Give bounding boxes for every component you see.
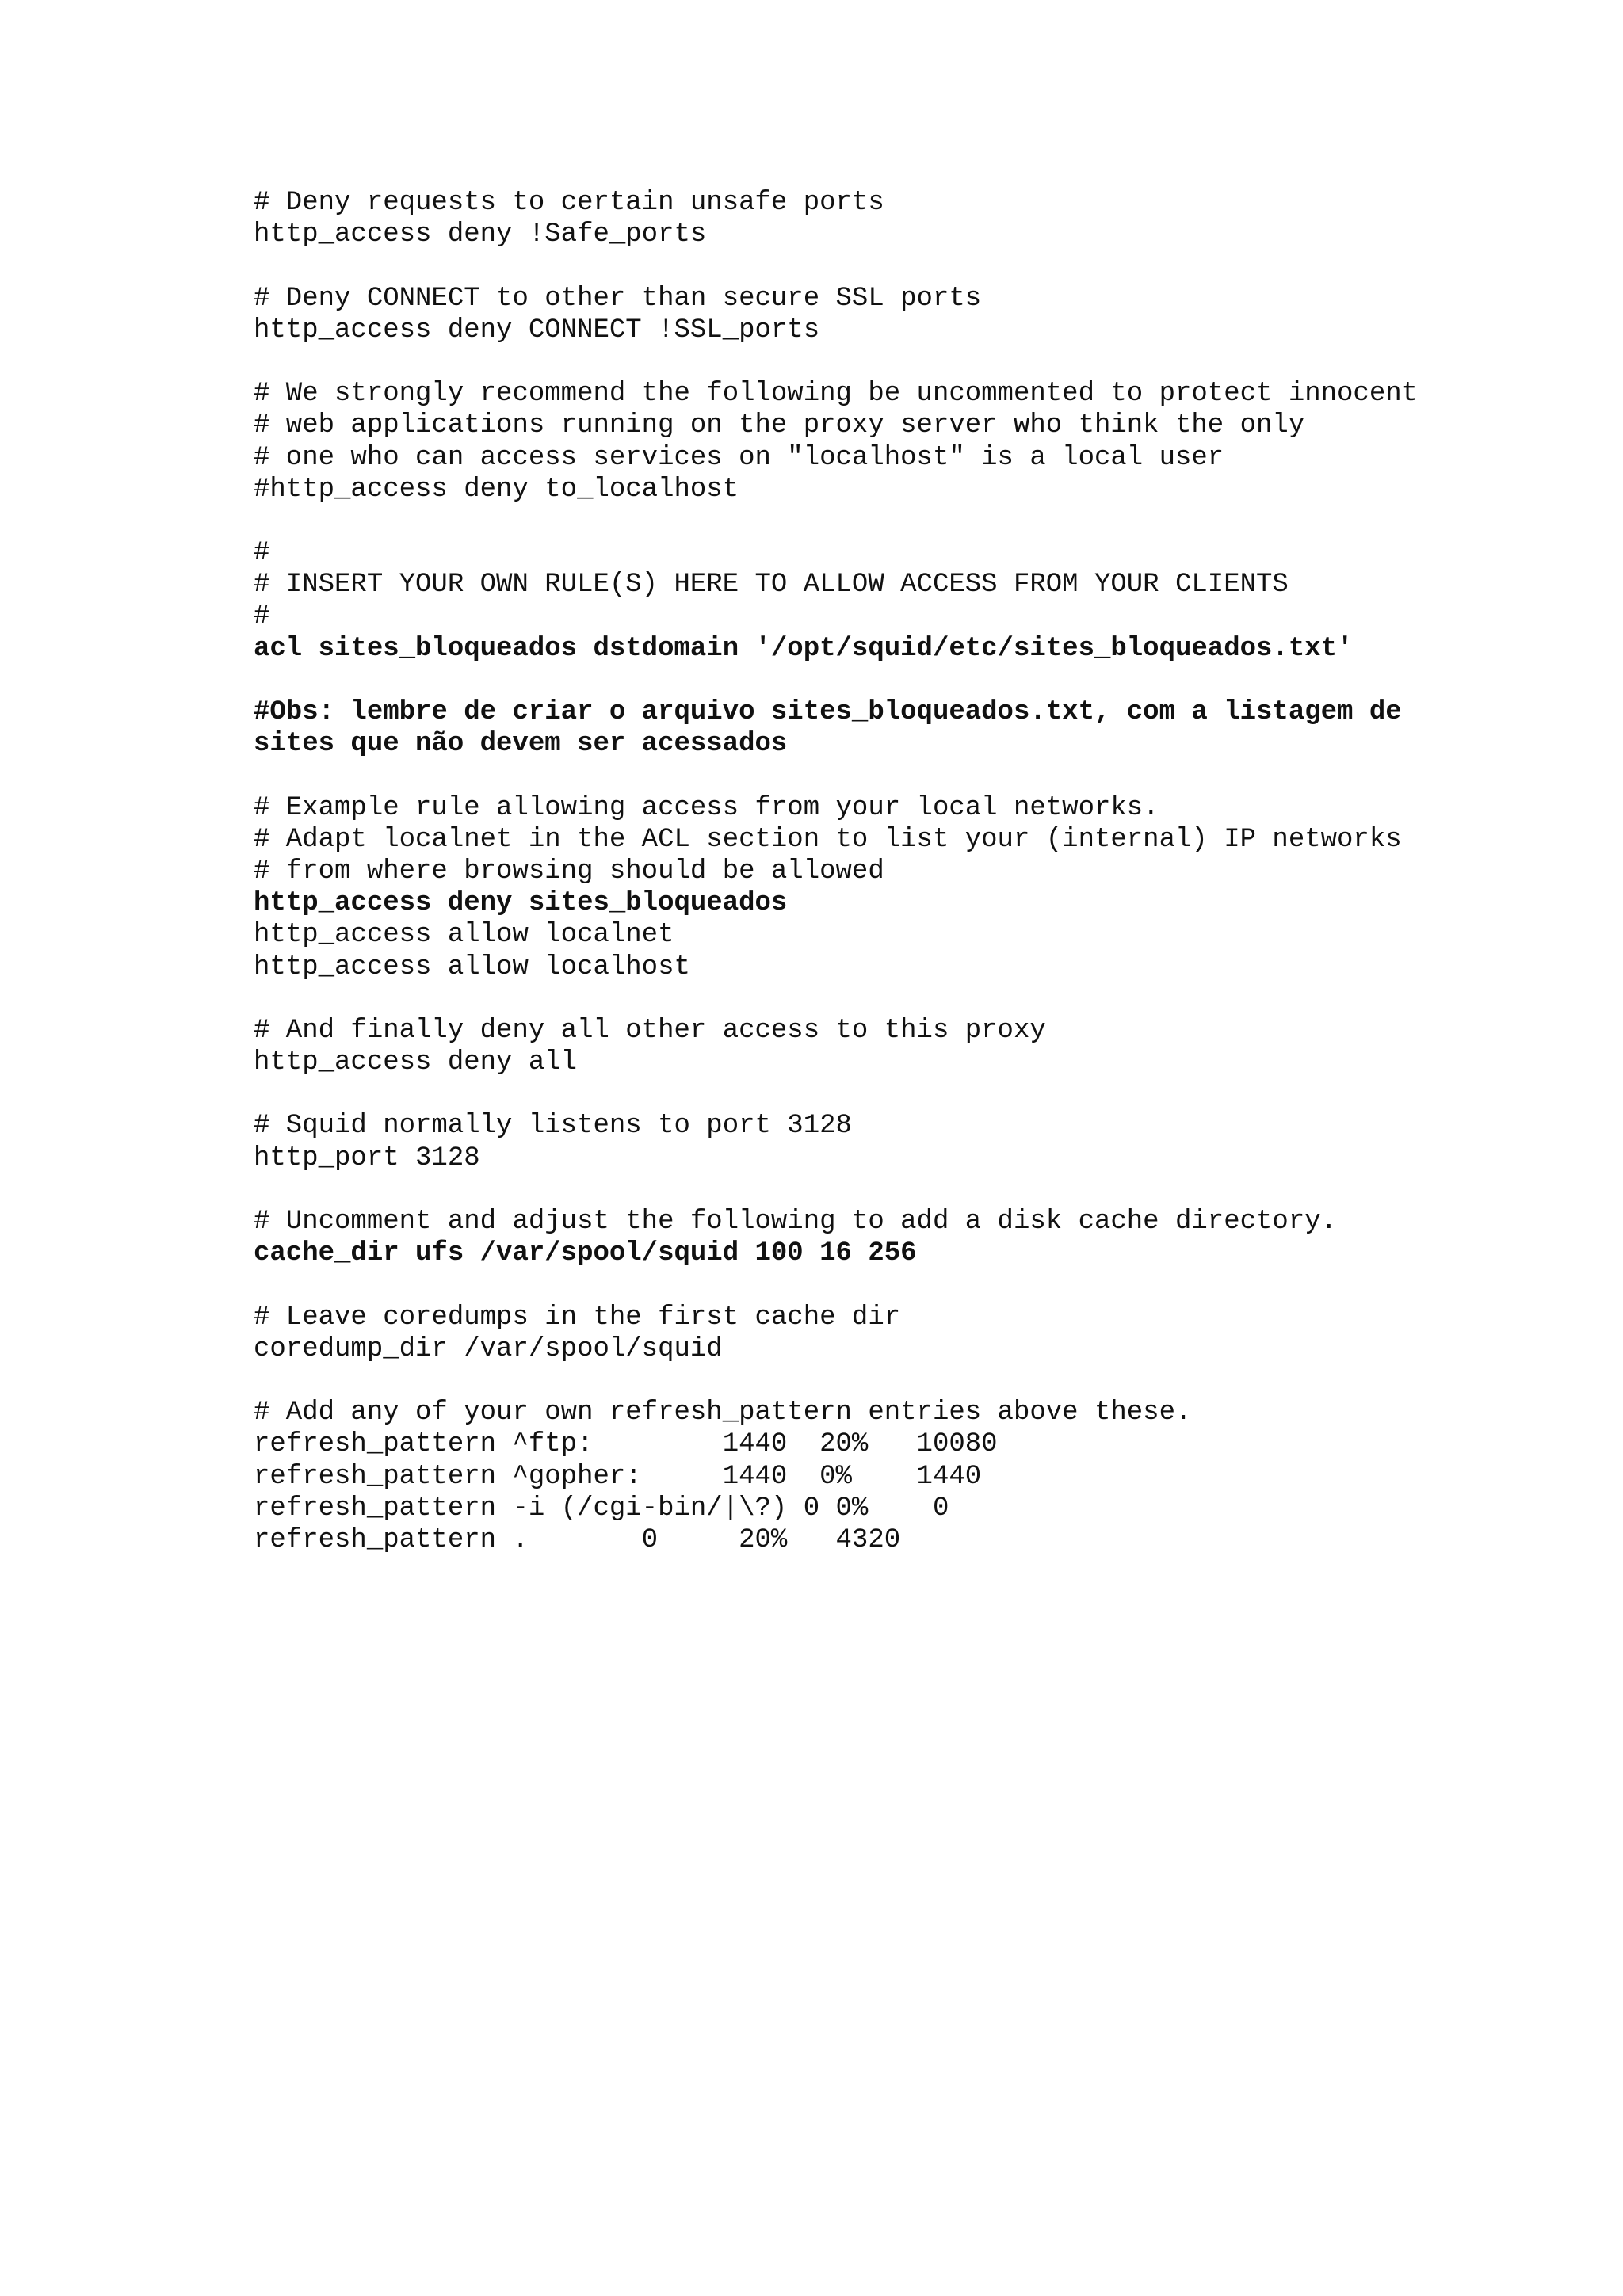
config-line: cache_dir ufs /var/spool/squid 100 16 256 (254, 1238, 917, 1269)
comment-line: #http_access deny to_localhost (254, 474, 739, 505)
comment-line: # from where browsing should be allowed (254, 856, 884, 887)
comment-line: # (254, 601, 270, 632)
blank-line (254, 1365, 1553, 1397)
config-line: http_access allow localhost (254, 952, 690, 982)
config-line: http_access deny CONNECT !SSL_ports (254, 315, 820, 345)
config-line: coredump_dir /var/spool/squid (254, 1333, 723, 1364)
config-line: refresh_pattern . 0 20% 4320 (254, 1524, 901, 1555)
config-line: refresh_pattern ^ftp: 1440 20% 10080 (254, 1429, 998, 1460)
comment-line: # one who can access services on "localhost" is a local user (254, 442, 1224, 473)
comment-line: # Leave coredumps in the first cache dir (254, 1302, 901, 1333)
blank-line (254, 505, 1553, 537)
config-line: acl sites_bloqueados dstdomain '/opt/squid/etc/sites_bloqueados.txt' (254, 633, 1354, 664)
blank-line (254, 250, 1553, 282)
comment-line: # Adapt localnet in the ACL section to list your (internal) IP networks (254, 824, 1402, 855)
config-line: sites que não devem ser acessados (254, 729, 788, 760)
blank-line (254, 1078, 1553, 1110)
config-line: refresh_pattern -i (/cgi-bin/|\?) 0 0% 0 (254, 1493, 949, 1524)
squid-config-text (254, 187, 1553, 1556)
comment-line: # Deny requests to certain unsafe ports (254, 188, 884, 218)
blank-line (254, 1174, 1553, 1206)
comment-line: # web applications running on the proxy server who think the only (254, 410, 1305, 441)
blank-line (254, 665, 1553, 696)
config-line: refresh_pattern ^gopher: 1440 0% 1440 (254, 1461, 982, 1492)
config-line: http_access allow localnet (254, 920, 674, 951)
comment-line: # And finally deny all other access to this proxy (254, 1015, 1046, 1046)
config-line: http_access deny !Safe_ports (254, 219, 707, 250)
config-line: http_port 3128 (254, 1142, 480, 1173)
blank-line (254, 760, 1553, 791)
comment-line: # INSERT YOUR OWN RULE(S) HERE TO ALLOW ACCESS FROM YOUR CLIENTS (254, 570, 1289, 601)
comment-line: # Add any of your own refresh_pattern entries above these. (254, 1398, 1192, 1428)
config-line: http_access deny sites_bloqueados (254, 888, 788, 919)
comment-line: # Uncomment and adjust the following to add a disk cache directory. (254, 1207, 1338, 1237)
comment-line: #Obs: lembre de criar o arquivo sites_bloqueados.txt, com a listagem de (254, 697, 1402, 727)
comment-line: # (254, 538, 270, 569)
comment-line: # Deny CONNECT to other than secure SSL ports (254, 283, 982, 314)
comment-line: # Example rule allowing access from your local networks. (254, 792, 1159, 823)
blank-line (254, 983, 1553, 1015)
comment-line: # Squid normally listens to port 3128 (254, 1111, 852, 1142)
blank-line (254, 346, 1553, 378)
config-line: http_access deny all (254, 1047, 578, 1078)
blank-line (254, 1269, 1553, 1301)
comment-line: # We strongly recommend the following be uncommented to protect innocent (254, 379, 1419, 410)
